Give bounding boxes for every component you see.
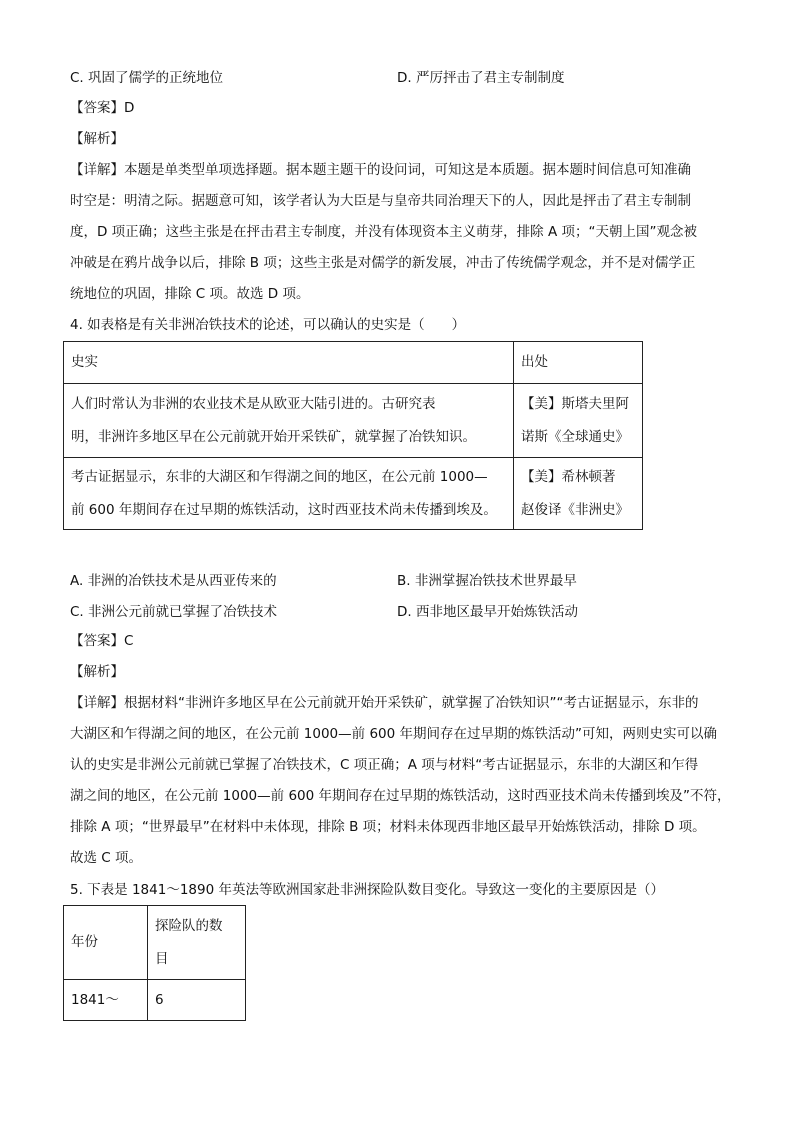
question-stem: 5. 下表是 1841～1890 年英法等欧洲国家赴非洲探险队数目变化。导致这一变化的主要原因是（） — [70, 882, 664, 898]
detail-line: 统地位的巩固，排除 C 项。故选 D 项。 — [70, 286, 310, 302]
header-count-line: 目 — [155, 950, 169, 967]
table-cell — [64, 980, 148, 1021]
year-cell: 1841～ — [71, 991, 119, 1008]
source-line: 【美】希林顿著 — [521, 468, 616, 485]
fact-line: 考古证据显示，东非的大湖区和乍得湖之间的地区，在公元前 1000— — [71, 468, 488, 485]
table-cell — [64, 384, 514, 458]
source-line: 诺斯《全球通史》 — [521, 428, 629, 445]
table-cell — [514, 458, 643, 530]
table-cell — [148, 980, 246, 1021]
option-b: B. 非洲掌握冶铁技术世界最早 — [397, 573, 577, 589]
answer-label: 【答案】C — [70, 633, 134, 649]
fact-line: 前 600 年期间存在过早期的炼铁活动，这时西亚技术尚未传播到埃及。 — [71, 501, 497, 518]
source-line: 赵俊译《非洲史》 — [521, 501, 629, 518]
table-header-cell — [64, 906, 148, 980]
table-header-cell — [148, 906, 246, 980]
detail-line: 度，D 项正确；这些主张是在抨击君主专制度，并没有体现资本主义萌芽，排除 A 项；“天朝上国”观念被 — [70, 224, 697, 240]
source-table — [63, 341, 643, 530]
table-cell — [64, 458, 514, 530]
detail-line: 湖之间的地区，在公元前 1000—前 600 年期间存在过早期的炼铁活动，这时西亚技术尚未传播到埃及”不符， — [70, 788, 731, 804]
option-d: D. 西非地区最早开始炼铁活动 — [397, 604, 578, 620]
answer-label: 【答案】D — [70, 100, 135, 116]
table-header-cell — [64, 342, 514, 384]
analysis-label: 【解析】 — [70, 664, 124, 680]
expedition-table — [63, 905, 246, 1021]
detail-line: 时空是：明清之际。据题意可知，该学者认为大臣是与皇帝共同治理天下的人，因此是抨击了君主专制制 — [70, 193, 691, 209]
fact-line: 明，非洲许多地区早在公元前就开始开采铁矿，就掌握了冶铁知识。 — [71, 428, 476, 445]
detail-line: 认的史实是非洲公元前就已掌握了冶铁技术，C 项正确；A 项与材料“考古证据显示，东非的大湖区和乍得 — [70, 757, 699, 773]
question-stem: 4. 如表格是有关非洲冶铁技术的论述，可以确认的史实是（ ） — [70, 317, 466, 333]
table-header-cell — [514, 342, 643, 384]
detail-line: 排除 A 项；“世界最早”在材料中未体现，排除 B 项；材料未体现西非地区最早开始炼铁活动，排除 D 项。 — [70, 819, 706, 835]
detail-line: 故选 C 项。 — [70, 850, 143, 866]
detail-line: 【详解】本题是单类型单项选择题。据本题主题干的设问词，可知这是本质题。据本题时间信息可知准确 — [70, 162, 691, 178]
detail-line: 大湖区和乍得湖之间的地区，在公元前 1000—前 600 年期间存在过早期的炼铁活动”可知，两则史实可以确 — [70, 726, 717, 742]
option-c: C. 非洲公元前就已掌握了冶铁技术 — [70, 604, 278, 620]
count-cell: 6 — [155, 991, 164, 1008]
detail-line: 【详解】根据材料“非洲许多地区早在公元前就开始开采铁矿，就掌握了冶铁知识”“考古证据显示，东非的 — [70, 695, 699, 711]
fact-line: 人们时常认为非洲的农业技术是从欧亚大陆引进的。古研究表 — [71, 395, 436, 412]
detail-line: 冲破是在鸦片战争以后，排除 B 项；这些主张是对儒学的新发展，冲击了传统儒学观念，并不是对儒学正 — [70, 255, 696, 271]
option-c: C. 巩固了儒学的正统地位 — [70, 70, 224, 86]
header-count-line: 探险队的数 — [155, 917, 223, 934]
header-fact: 史实 — [71, 354, 98, 370]
option-a: A. 非洲的冶铁技术是从西亚传来的 — [70, 573, 277, 589]
table-cell — [514, 384, 643, 458]
source-line: 【美】斯塔夫里阿 — [521, 395, 629, 412]
option-d: D. 严厉抨击了君主专制制度 — [397, 70, 565, 86]
header-source: 出处 — [521, 354, 548, 370]
header-year: 年份 — [71, 934, 98, 950]
analysis-label: 【解析】 — [70, 131, 124, 147]
